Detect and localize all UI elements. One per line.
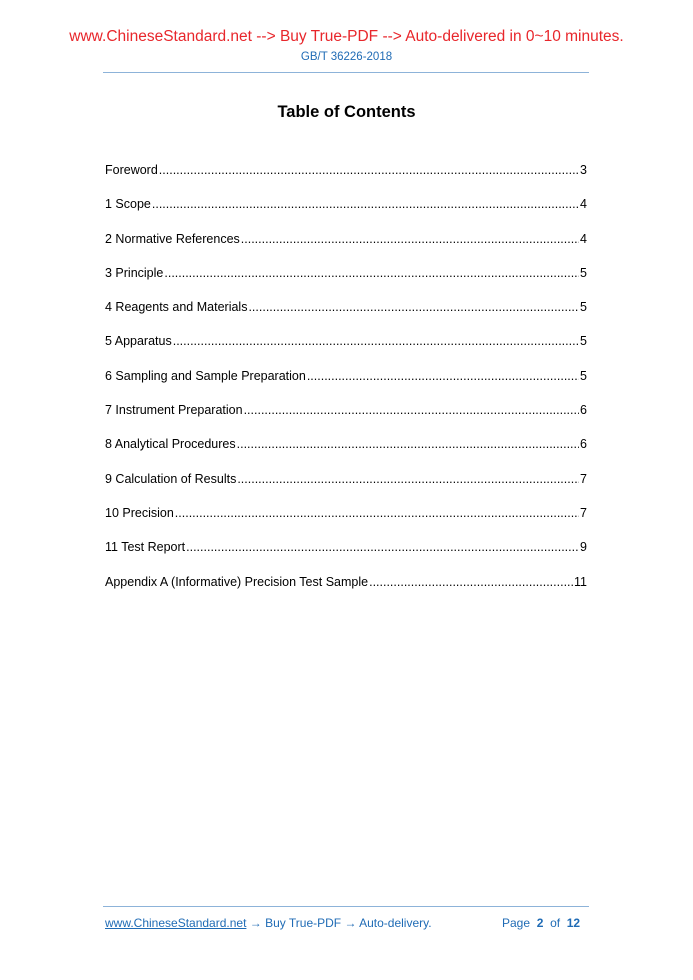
page-word: Page (502, 916, 531, 930)
toc-dot-leader (369, 573, 573, 591)
toc-entry-label: 8 Analytical Procedures (105, 437, 236, 452)
toc-entry[interactable] (105, 573, 587, 607)
toc-entry[interactable] (105, 538, 587, 572)
toc-entry[interactable] (105, 367, 587, 401)
toc-dot-leader (241, 230, 579, 248)
standard-code: GB/T 36226-2018 (300, 51, 393, 63)
toc-entry-label: 1 Scope (105, 197, 151, 212)
toc-entry-page: 5 (580, 300, 587, 315)
toc-entry-label: 2 Normative References (105, 231, 240, 246)
toc-dot-leader (248, 298, 579, 316)
header-banner: www.ChineseStandard.net --> Buy True-PDF --> Auto-delivered in 0~10 minutes. (69, 28, 624, 45)
toc-entry-page: 4 (580, 197, 587, 212)
toc-entry-label: Appendix A (Informative) Precision Test Sample (105, 574, 369, 589)
page-title: Table of Contents (277, 103, 416, 121)
toc-entry-page: 9 (580, 540, 587, 555)
footer-site-link[interactable]: www.ChineseStandard.net (105, 916, 247, 930)
toc-entry[interactable] (105, 264, 587, 298)
toc-entry-label: 6 Sampling and Sample Preparation (105, 368, 306, 383)
toc-entry-page: 5 (580, 334, 587, 349)
toc-dot-leader (237, 470, 579, 488)
toc-entry[interactable] (105, 161, 587, 195)
toc-entry-page: 6 (580, 437, 587, 452)
footer-divider (103, 906, 589, 907)
toc-entry[interactable] (105, 435, 587, 469)
toc-entry-page: 5 (580, 265, 587, 280)
toc-entry-page: 11 (574, 574, 587, 589)
toc-entry[interactable] (105, 401, 587, 435)
toc-entry-label: 7 Instrument Preparation (105, 403, 243, 418)
table-of-contents (105, 161, 587, 607)
toc-entry-page: 7 (580, 505, 587, 520)
toc-entry-label: 11 Test Report (105, 540, 186, 555)
toc-dot-leader (307, 367, 579, 385)
toc-dot-leader (164, 264, 579, 282)
toc-dot-leader (244, 401, 579, 419)
toc-entry[interactable] (105, 298, 587, 332)
toc-dot-leader (175, 504, 579, 522)
toc-entry[interactable] (105, 504, 587, 538)
toc-entry[interactable] (105, 470, 587, 504)
footer-tagline: → Buy True-PDF → Auto-delivery. (246, 916, 432, 930)
toc-entry[interactable] (105, 195, 587, 229)
toc-dot-leader (237, 435, 579, 453)
toc-entry-page: 7 (580, 471, 587, 486)
toc-dot-leader (159, 161, 579, 179)
toc-entry-page: 6 (580, 403, 587, 418)
of-word: of (550, 916, 561, 930)
footer-promo (105, 916, 432, 930)
page-indicator (502, 916, 580, 930)
toc-entry-label: Foreword (105, 163, 158, 177)
toc-entry[interactable] (105, 332, 587, 366)
toc-entry-page: 5 (580, 368, 587, 383)
toc-entry-page: 4 (580, 231, 587, 246)
page-total: 12 (566, 916, 581, 930)
toc-entry-label: 5 Apparatus (105, 334, 172, 349)
toc-entry-label: 10 Precision (105, 505, 174, 520)
toc-entry[interactable] (105, 230, 587, 264)
toc-entry-label: 4 Reagents and Materials (105, 300, 248, 315)
toc-dot-leader (173, 332, 579, 350)
toc-entry-label: 9 Calculation of Results (105, 471, 237, 486)
page-current: 2 (536, 916, 544, 930)
toc-dot-leader (186, 538, 579, 556)
toc-dot-leader (152, 195, 579, 213)
toc-entry-page: 3 (580, 163, 587, 177)
toc-entry-label: 3 Principle (105, 265, 164, 280)
header-divider (103, 72, 589, 73)
